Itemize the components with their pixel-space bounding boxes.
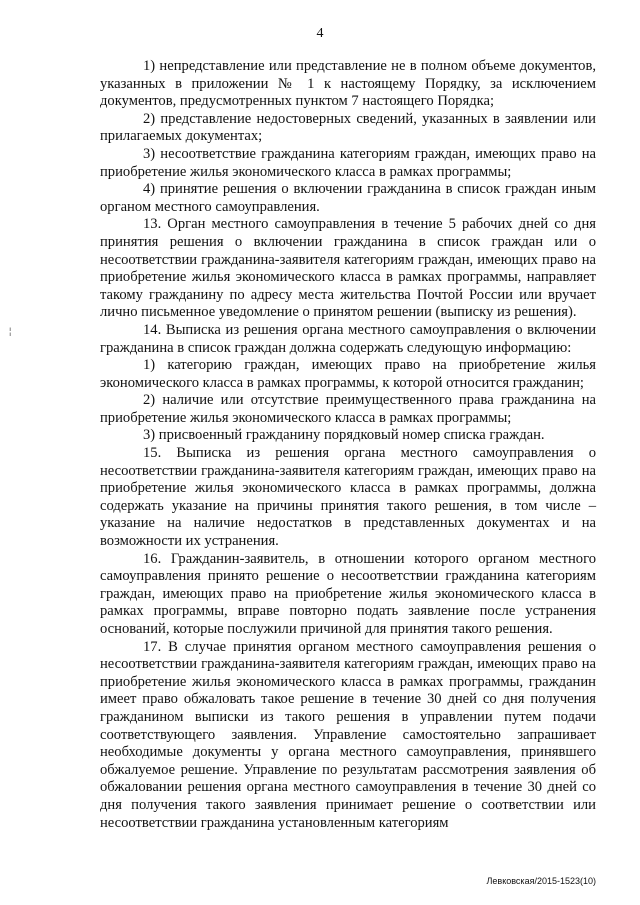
list-item-1-incomplete-documents: 1) непредставление или представление не в полном объеме документов, указанных в приложении № 1 к настоящему Порядку, за исключением документов, предусмотренных пунктом 7 настоящего Порядка;: [100, 58, 596, 110]
clause-13: 13. Орган местного самоуправления в течение 5 рабочих дней со дня принятия решения о включении гражданина в список граждан или о несоответствии гражданина-заявителя категориям граждан, имеющих право на приобретение жилья экономического класса в рамках программы, направляет такому гражданину по адресу места жительства Почтой России или вручает лично письменное уведомление о принятом решении (выписку из решения).: [100, 216, 596, 321]
list-item-2-false-information: 2) представление недостоверных сведений, указанных в заявлении или прилагаемых документах;: [100, 110, 596, 145]
list-item-3-category-mismatch: 3) несоответствие гражданина категориям граждан, имеющих право на приобретение жилья экономического класса в рамках программы;: [100, 145, 596, 180]
margin-mark: ¦: [9, 326, 12, 336]
clause-17: 17. В случае принятия органом местного самоуправления решения о несоответствии гражданина-заявителя категориям граждан, имеющих право на приобретение жилья экономического класса в рамках программы, гражданин имеет право обжаловать такое решение в течение 30 дней со дня получения гражданином выписки из такого решения в управлении путем подачи соответствующего заявления. Управление самостоятельно запрашивает необходимые документы у органа местного самоуправления, принявшего обжалуемое решение. Управление по результатам рассмотрения заявления об обжаловании решения органа местного самоуправления в течение 30 дней со дня получения такого заявления принимает решение о соответствии или несоответствии гражданина установленным категориям: [100, 638, 596, 831]
clause-16: 16. Гражданин-заявитель, в отношении которого органом местного самоуправления принято решение о несоответствии гражданина категориям граждан, имеющих право на приобретение жилья экономического класса в рамках программы, вправе повторно подать заявление после устранения оснований, которые послужили причиной для принятия такого решения.: [100, 550, 596, 637]
page-number: 4: [316, 26, 324, 41]
list-item-4-other-authority: 4) принятие решения о включении гражданина в список граждан иным органом местного самоуправления.: [100, 181, 596, 215]
document-code: Левковская/2015-1523(10): [486, 876, 596, 886]
clause-14-item-2: 2) наличие или отсутствие преимущественного права гражданина на приобретение жилья экономического класса в рамках программы;: [100, 392, 596, 426]
document-body: [100, 58, 596, 832]
clause-15: 15. Выписка из решения органа местного самоуправления о несоответствии гражданина-заявителя категориям граждан, имеющих право на приобретение жилья экономического класса в рамках программы, должна содержать указание на причины принятия такого решения, в том числе – указание на наличие недостатков в представленных документах и на возможности их устранения.: [100, 445, 596, 550]
clause-14-item-1: 1) категорию граждан, имеющих право на приобретение жилья экономического класса в рамках программы, к которой относится гражданин;: [100, 357, 596, 391]
clause-14-item-3: 3) присвоенный гражданину порядковый номер списка граждан.: [143, 427, 545, 444]
clause-14: 14. Выписка из решения органа местного самоуправления о включении гражданина в список граждан должна содержать следующую информацию:: [100, 321, 596, 356]
